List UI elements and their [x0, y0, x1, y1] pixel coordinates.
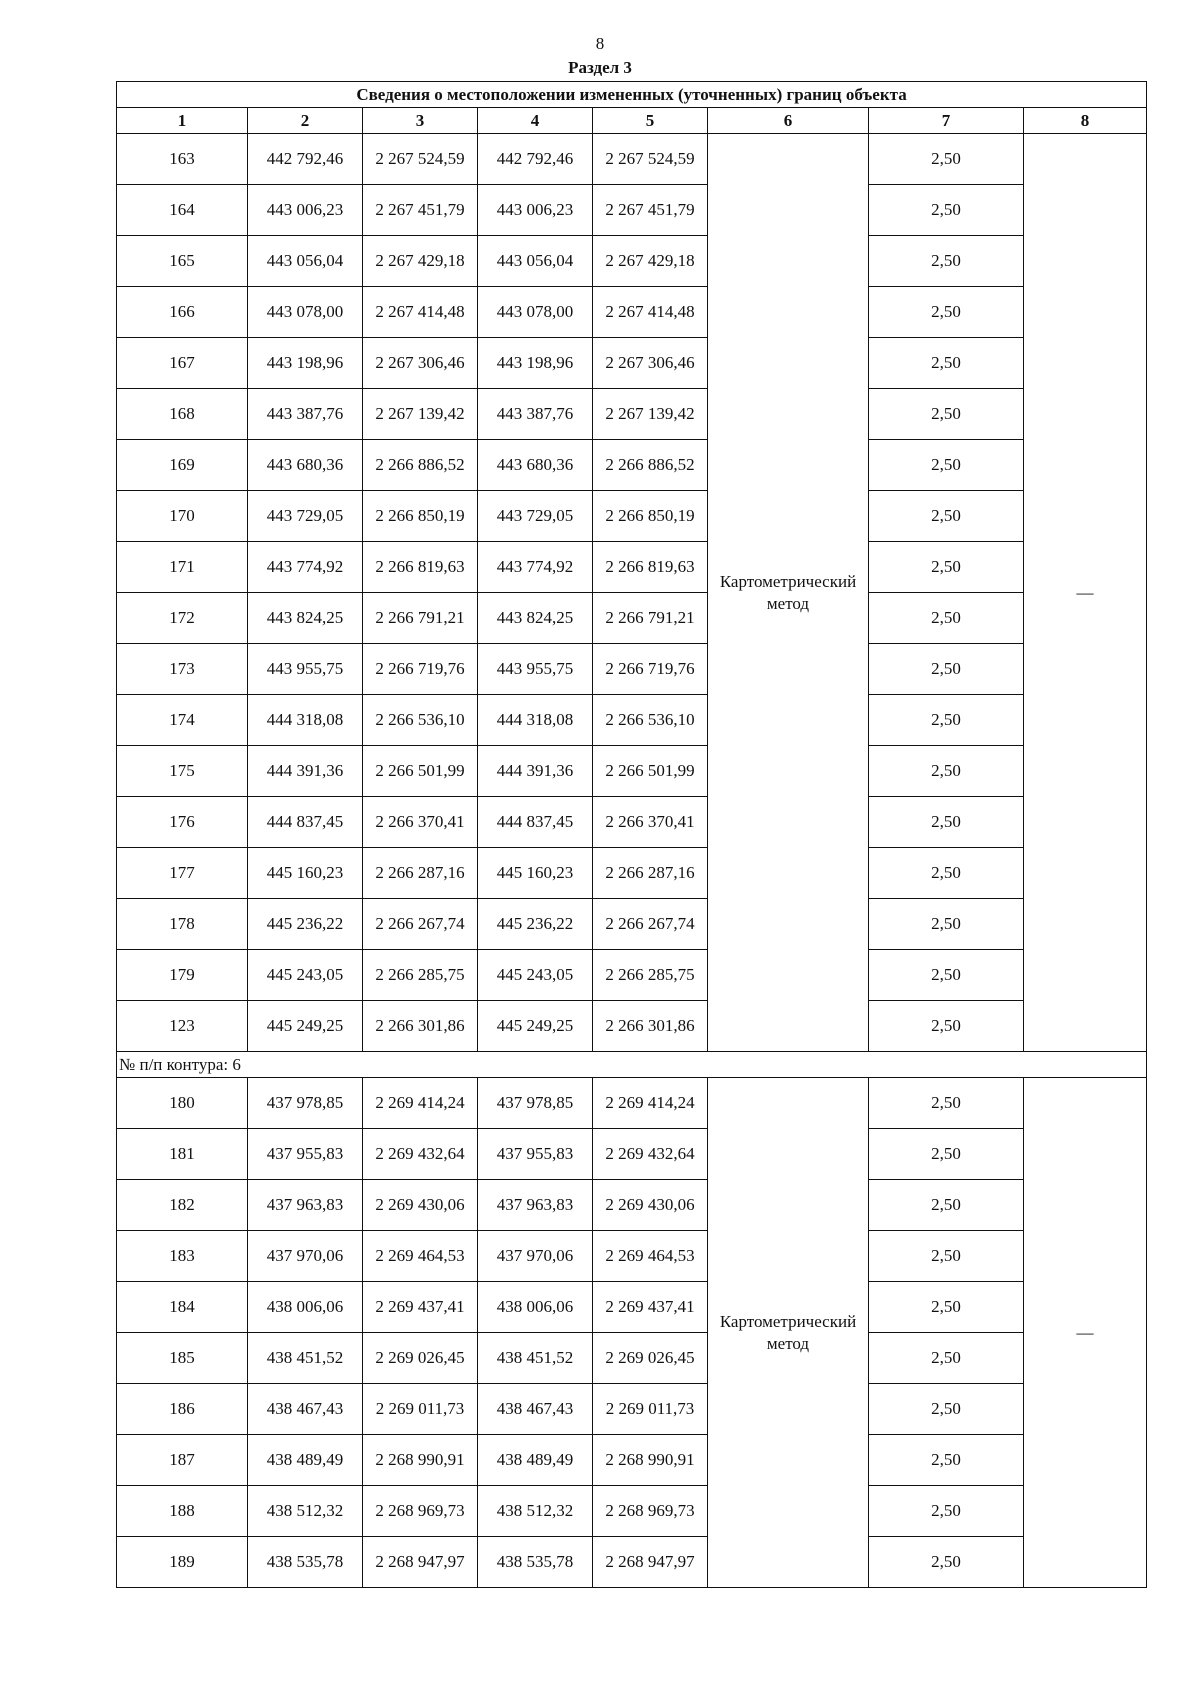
new-x-cell: 442 792,46	[478, 134, 593, 185]
point-number-cell: 172	[117, 593, 248, 644]
point-number-cell: 180	[117, 1078, 248, 1129]
new-y-cell: 2 266 267,74	[593, 899, 708, 950]
column-header: 2	[248, 108, 363, 134]
point-number-cell: 181	[117, 1129, 248, 1180]
point-number-cell: 189	[117, 1537, 248, 1588]
point-number-cell: 179	[117, 950, 248, 1001]
old-y-cell: 2 268 990,91	[363, 1435, 478, 1486]
table-row	[117, 236, 1147, 287]
table-row	[117, 338, 1147, 389]
accuracy-cell: 2,50	[869, 389, 1024, 440]
table-row	[117, 1537, 1147, 1588]
table-row	[117, 491, 1147, 542]
new-x-cell: 443 387,76	[478, 389, 593, 440]
old-x-cell: 443 056,04	[248, 236, 363, 287]
accuracy-cell: 2,50	[869, 287, 1024, 338]
accuracy-cell: 2,50	[869, 1537, 1024, 1588]
point-number-cell: 168	[117, 389, 248, 440]
old-y-cell: 2 269 437,41	[363, 1282, 478, 1333]
table-row	[117, 644, 1147, 695]
new-y-cell: 2 269 011,73	[593, 1384, 708, 1435]
table-row	[117, 1180, 1147, 1231]
point-number-cell: 177	[117, 848, 248, 899]
old-x-cell: 443 729,05	[248, 491, 363, 542]
old-y-cell: 2 267 139,42	[363, 389, 478, 440]
old-y-cell: 2 267 414,48	[363, 287, 478, 338]
new-x-cell: 438 451,52	[478, 1333, 593, 1384]
old-y-cell: 2 267 429,18	[363, 236, 478, 287]
table-row	[117, 899, 1147, 950]
new-y-cell: 2 269 414,24	[593, 1078, 708, 1129]
point-number-cell: 183	[117, 1231, 248, 1282]
new-x-cell: 443 198,96	[478, 338, 593, 389]
old-x-cell: 443 387,76	[248, 389, 363, 440]
old-x-cell: 438 006,06	[248, 1282, 363, 1333]
new-x-cell: 437 955,83	[478, 1129, 593, 1180]
new-x-cell: 437 970,06	[478, 1231, 593, 1282]
old-x-cell: 437 970,06	[248, 1231, 363, 1282]
new-y-cell: 2 267 524,59	[593, 134, 708, 185]
point-number-cell: 170	[117, 491, 248, 542]
accuracy-cell: 2,50	[869, 644, 1024, 695]
old-x-cell: 443 774,92	[248, 542, 363, 593]
method-cell: Картометрический метод	[708, 1078, 869, 1588]
new-y-cell: 2 267 414,48	[593, 287, 708, 338]
point-number-cell: 182	[117, 1180, 248, 1231]
new-x-cell: 445 243,05	[478, 950, 593, 1001]
old-y-cell: 2 269 026,45	[363, 1333, 478, 1384]
new-x-cell: 438 512,32	[478, 1486, 593, 1537]
new-x-cell: 438 535,78	[478, 1537, 593, 1588]
old-x-cell: 443 078,00	[248, 287, 363, 338]
accuracy-cell: 2,50	[869, 950, 1024, 1001]
old-x-cell: 438 467,43	[248, 1384, 363, 1435]
new-x-cell: 444 318,08	[478, 695, 593, 746]
column-header: 5	[593, 108, 708, 134]
table-row	[117, 1384, 1147, 1435]
old-y-cell: 2 268 947,97	[363, 1537, 478, 1588]
new-x-cell: 437 963,83	[478, 1180, 593, 1231]
old-y-cell: 2 266 791,21	[363, 593, 478, 644]
new-y-cell: 2 269 464,53	[593, 1231, 708, 1282]
old-y-cell: 2 266 886,52	[363, 440, 478, 491]
new-y-cell: 2 268 969,73	[593, 1486, 708, 1537]
old-y-cell: 2 267 524,59	[363, 134, 478, 185]
notes-cell: —	[1024, 134, 1147, 1052]
accuracy-cell: 2,50	[869, 1486, 1024, 1537]
new-y-cell: 2 266 819,63	[593, 542, 708, 593]
table-row	[117, 1282, 1147, 1333]
boundary-table	[116, 81, 1147, 1588]
accuracy-cell: 2,50	[869, 593, 1024, 644]
accuracy-cell: 2,50	[869, 134, 1024, 185]
old-x-cell: 437 978,85	[248, 1078, 363, 1129]
new-y-cell: 2 266 886,52	[593, 440, 708, 491]
old-x-cell: 444 318,08	[248, 695, 363, 746]
new-x-cell: 437 978,85	[478, 1078, 593, 1129]
new-x-cell: 438 467,43	[478, 1384, 593, 1435]
accuracy-cell: 2,50	[869, 1333, 1024, 1384]
point-number-cell: 175	[117, 746, 248, 797]
old-x-cell: 444 837,45	[248, 797, 363, 848]
table-row	[117, 593, 1147, 644]
new-x-cell: 438 006,06	[478, 1282, 593, 1333]
old-y-cell: 2 268 969,73	[363, 1486, 478, 1537]
old-y-cell: 2 266 719,76	[363, 644, 478, 695]
new-y-cell: 2 269 437,41	[593, 1282, 708, 1333]
accuracy-cell: 2,50	[869, 1384, 1024, 1435]
old-x-cell: 438 489,49	[248, 1435, 363, 1486]
column-header: 8	[1024, 108, 1147, 134]
point-number-cell: 185	[117, 1333, 248, 1384]
new-x-cell: 443 078,00	[478, 287, 593, 338]
point-number-cell: 166	[117, 287, 248, 338]
table-caption: Сведения о местоположении измененных (уточненных) границ объекта	[117, 82, 1147, 108]
accuracy-cell: 2,50	[869, 1129, 1024, 1180]
table-row	[117, 542, 1147, 593]
old-x-cell: 438 451,52	[248, 1333, 363, 1384]
point-number-cell: 171	[117, 542, 248, 593]
new-y-cell: 2 266 536,10	[593, 695, 708, 746]
new-y-cell: 2 266 285,75	[593, 950, 708, 1001]
contour-label: № п/п контура: 6	[117, 1052, 1147, 1078]
table-row	[117, 1129, 1147, 1180]
point-number-cell: 167	[117, 338, 248, 389]
method-cell: Картометрический метод	[708, 134, 869, 1052]
old-y-cell: 2 266 287,16	[363, 848, 478, 899]
column-header: 6	[708, 108, 869, 134]
new-x-cell: 443 056,04	[478, 236, 593, 287]
new-y-cell: 2 267 429,18	[593, 236, 708, 287]
old-y-cell: 2 266 850,19	[363, 491, 478, 542]
old-x-cell: 443 955,75	[248, 644, 363, 695]
old-y-cell: 2 266 501,99	[363, 746, 478, 797]
column-header-row	[117, 108, 1147, 134]
table-row	[117, 1333, 1147, 1384]
accuracy-cell: 2,50	[869, 1001, 1024, 1052]
table-row	[117, 1001, 1147, 1052]
table-row	[117, 287, 1147, 338]
point-number-cell: 169	[117, 440, 248, 491]
new-y-cell: 2 266 301,86	[593, 1001, 708, 1052]
new-x-cell: 443 680,36	[478, 440, 593, 491]
accuracy-cell: 2,50	[869, 797, 1024, 848]
new-x-cell: 444 391,36	[478, 746, 593, 797]
new-x-cell: 438 489,49	[478, 1435, 593, 1486]
old-y-cell: 2 269 464,53	[363, 1231, 478, 1282]
new-y-cell: 2 269 430,06	[593, 1180, 708, 1231]
new-y-cell: 2 267 306,46	[593, 338, 708, 389]
point-number-cell: 123	[117, 1001, 248, 1052]
new-y-cell: 2 266 791,21	[593, 593, 708, 644]
old-x-cell: 438 535,78	[248, 1537, 363, 1588]
page-number: 8	[595, 34, 605, 53]
new-y-cell: 2 268 990,91	[593, 1435, 708, 1486]
point-number-cell: 165	[117, 236, 248, 287]
accuracy-cell: 2,50	[869, 338, 1024, 389]
point-number-cell: 164	[117, 185, 248, 236]
group-2-body	[117, 1078, 1147, 1588]
accuracy-cell: 2,50	[869, 491, 1024, 542]
table-row	[117, 695, 1147, 746]
old-y-cell: 2 266 370,41	[363, 797, 478, 848]
section-title: Раздел 3	[568, 58, 632, 77]
old-y-cell: 2 266 267,74	[363, 899, 478, 950]
old-x-cell: 443 680,36	[248, 440, 363, 491]
new-y-cell: 2 266 287,16	[593, 848, 708, 899]
table-row	[117, 389, 1147, 440]
accuracy-cell: 2,50	[869, 440, 1024, 491]
accuracy-cell: 2,50	[869, 899, 1024, 950]
old-y-cell: 2 267 451,79	[363, 185, 478, 236]
accuracy-cell: 2,50	[869, 848, 1024, 899]
column-header: 1	[117, 108, 248, 134]
accuracy-cell: 2,50	[869, 1180, 1024, 1231]
table-row	[117, 440, 1147, 491]
new-x-cell: 445 236,22	[478, 899, 593, 950]
old-x-cell: 445 249,25	[248, 1001, 363, 1052]
accuracy-cell: 2,50	[869, 542, 1024, 593]
new-y-cell: 2 267 451,79	[593, 185, 708, 236]
group-1-body	[117, 134, 1147, 1052]
point-number-cell: 187	[117, 1435, 248, 1486]
old-y-cell: 2 269 432,64	[363, 1129, 478, 1180]
point-number-cell: 176	[117, 797, 248, 848]
accuracy-cell: 2,50	[869, 695, 1024, 746]
column-header: 3	[363, 108, 478, 134]
table-row	[117, 848, 1147, 899]
old-y-cell: 2 269 430,06	[363, 1180, 478, 1231]
old-x-cell: 445 243,05	[248, 950, 363, 1001]
notes-cell: —	[1024, 1078, 1147, 1588]
new-y-cell: 2 267 139,42	[593, 389, 708, 440]
table-row	[117, 1435, 1147, 1486]
accuracy-cell: 2,50	[869, 236, 1024, 287]
new-y-cell: 2 268 947,97	[593, 1537, 708, 1588]
new-x-cell: 443 955,75	[478, 644, 593, 695]
table-row	[117, 134, 1147, 185]
point-number-cell: 184	[117, 1282, 248, 1333]
old-y-cell: 2 269 011,73	[363, 1384, 478, 1435]
point-number-cell: 163	[117, 134, 248, 185]
table-row	[117, 746, 1147, 797]
point-number-cell: 178	[117, 899, 248, 950]
new-y-cell: 2 269 432,64	[593, 1129, 708, 1180]
new-x-cell: 443 729,05	[478, 491, 593, 542]
table-row	[117, 1078, 1147, 1129]
accuracy-cell: 2,50	[869, 185, 1024, 236]
new-x-cell: 445 249,25	[478, 1001, 593, 1052]
old-x-cell: 437 955,83	[248, 1129, 363, 1180]
old-y-cell: 2 266 819,63	[363, 542, 478, 593]
new-y-cell: 2 266 719,76	[593, 644, 708, 695]
table-row	[117, 1231, 1147, 1282]
old-x-cell: 443 006,23	[248, 185, 363, 236]
old-x-cell: 445 236,22	[248, 899, 363, 950]
new-x-cell: 445 160,23	[478, 848, 593, 899]
new-y-cell: 2 266 850,19	[593, 491, 708, 542]
old-x-cell: 443 824,25	[248, 593, 363, 644]
old-x-cell: 438 512,32	[248, 1486, 363, 1537]
old-x-cell: 442 792,46	[248, 134, 363, 185]
new-x-cell: 443 824,25	[478, 593, 593, 644]
point-number-cell: 188	[117, 1486, 248, 1537]
new-x-cell: 443 006,23	[478, 185, 593, 236]
point-number-cell: 174	[117, 695, 248, 746]
new-x-cell: 443 774,92	[478, 542, 593, 593]
accuracy-cell: 2,50	[869, 1078, 1024, 1129]
old-y-cell: 2 269 414,24	[363, 1078, 478, 1129]
old-x-cell: 443 198,96	[248, 338, 363, 389]
old-x-cell: 444 391,36	[248, 746, 363, 797]
point-number-cell: 173	[117, 644, 248, 695]
column-header: 7	[869, 108, 1024, 134]
accuracy-cell: 2,50	[869, 746, 1024, 797]
old-y-cell: 2 266 536,10	[363, 695, 478, 746]
old-y-cell: 2 266 285,75	[363, 950, 478, 1001]
new-y-cell: 2 266 501,99	[593, 746, 708, 797]
accuracy-cell: 2,50	[869, 1231, 1024, 1282]
column-header: 4	[478, 108, 593, 134]
new-y-cell: 2 266 370,41	[593, 797, 708, 848]
old-y-cell: 2 266 301,86	[363, 1001, 478, 1052]
old-y-cell: 2 267 306,46	[363, 338, 478, 389]
accuracy-cell: 2,50	[869, 1435, 1024, 1486]
new-y-cell: 2 269 026,45	[593, 1333, 708, 1384]
table-row	[117, 1486, 1147, 1537]
table-row	[117, 950, 1147, 1001]
new-x-cell: 444 837,45	[478, 797, 593, 848]
table-row	[117, 185, 1147, 236]
table-row	[117, 797, 1147, 848]
old-x-cell: 445 160,23	[248, 848, 363, 899]
accuracy-cell: 2,50	[869, 1282, 1024, 1333]
point-number-cell: 186	[117, 1384, 248, 1435]
old-x-cell: 437 963,83	[248, 1180, 363, 1231]
